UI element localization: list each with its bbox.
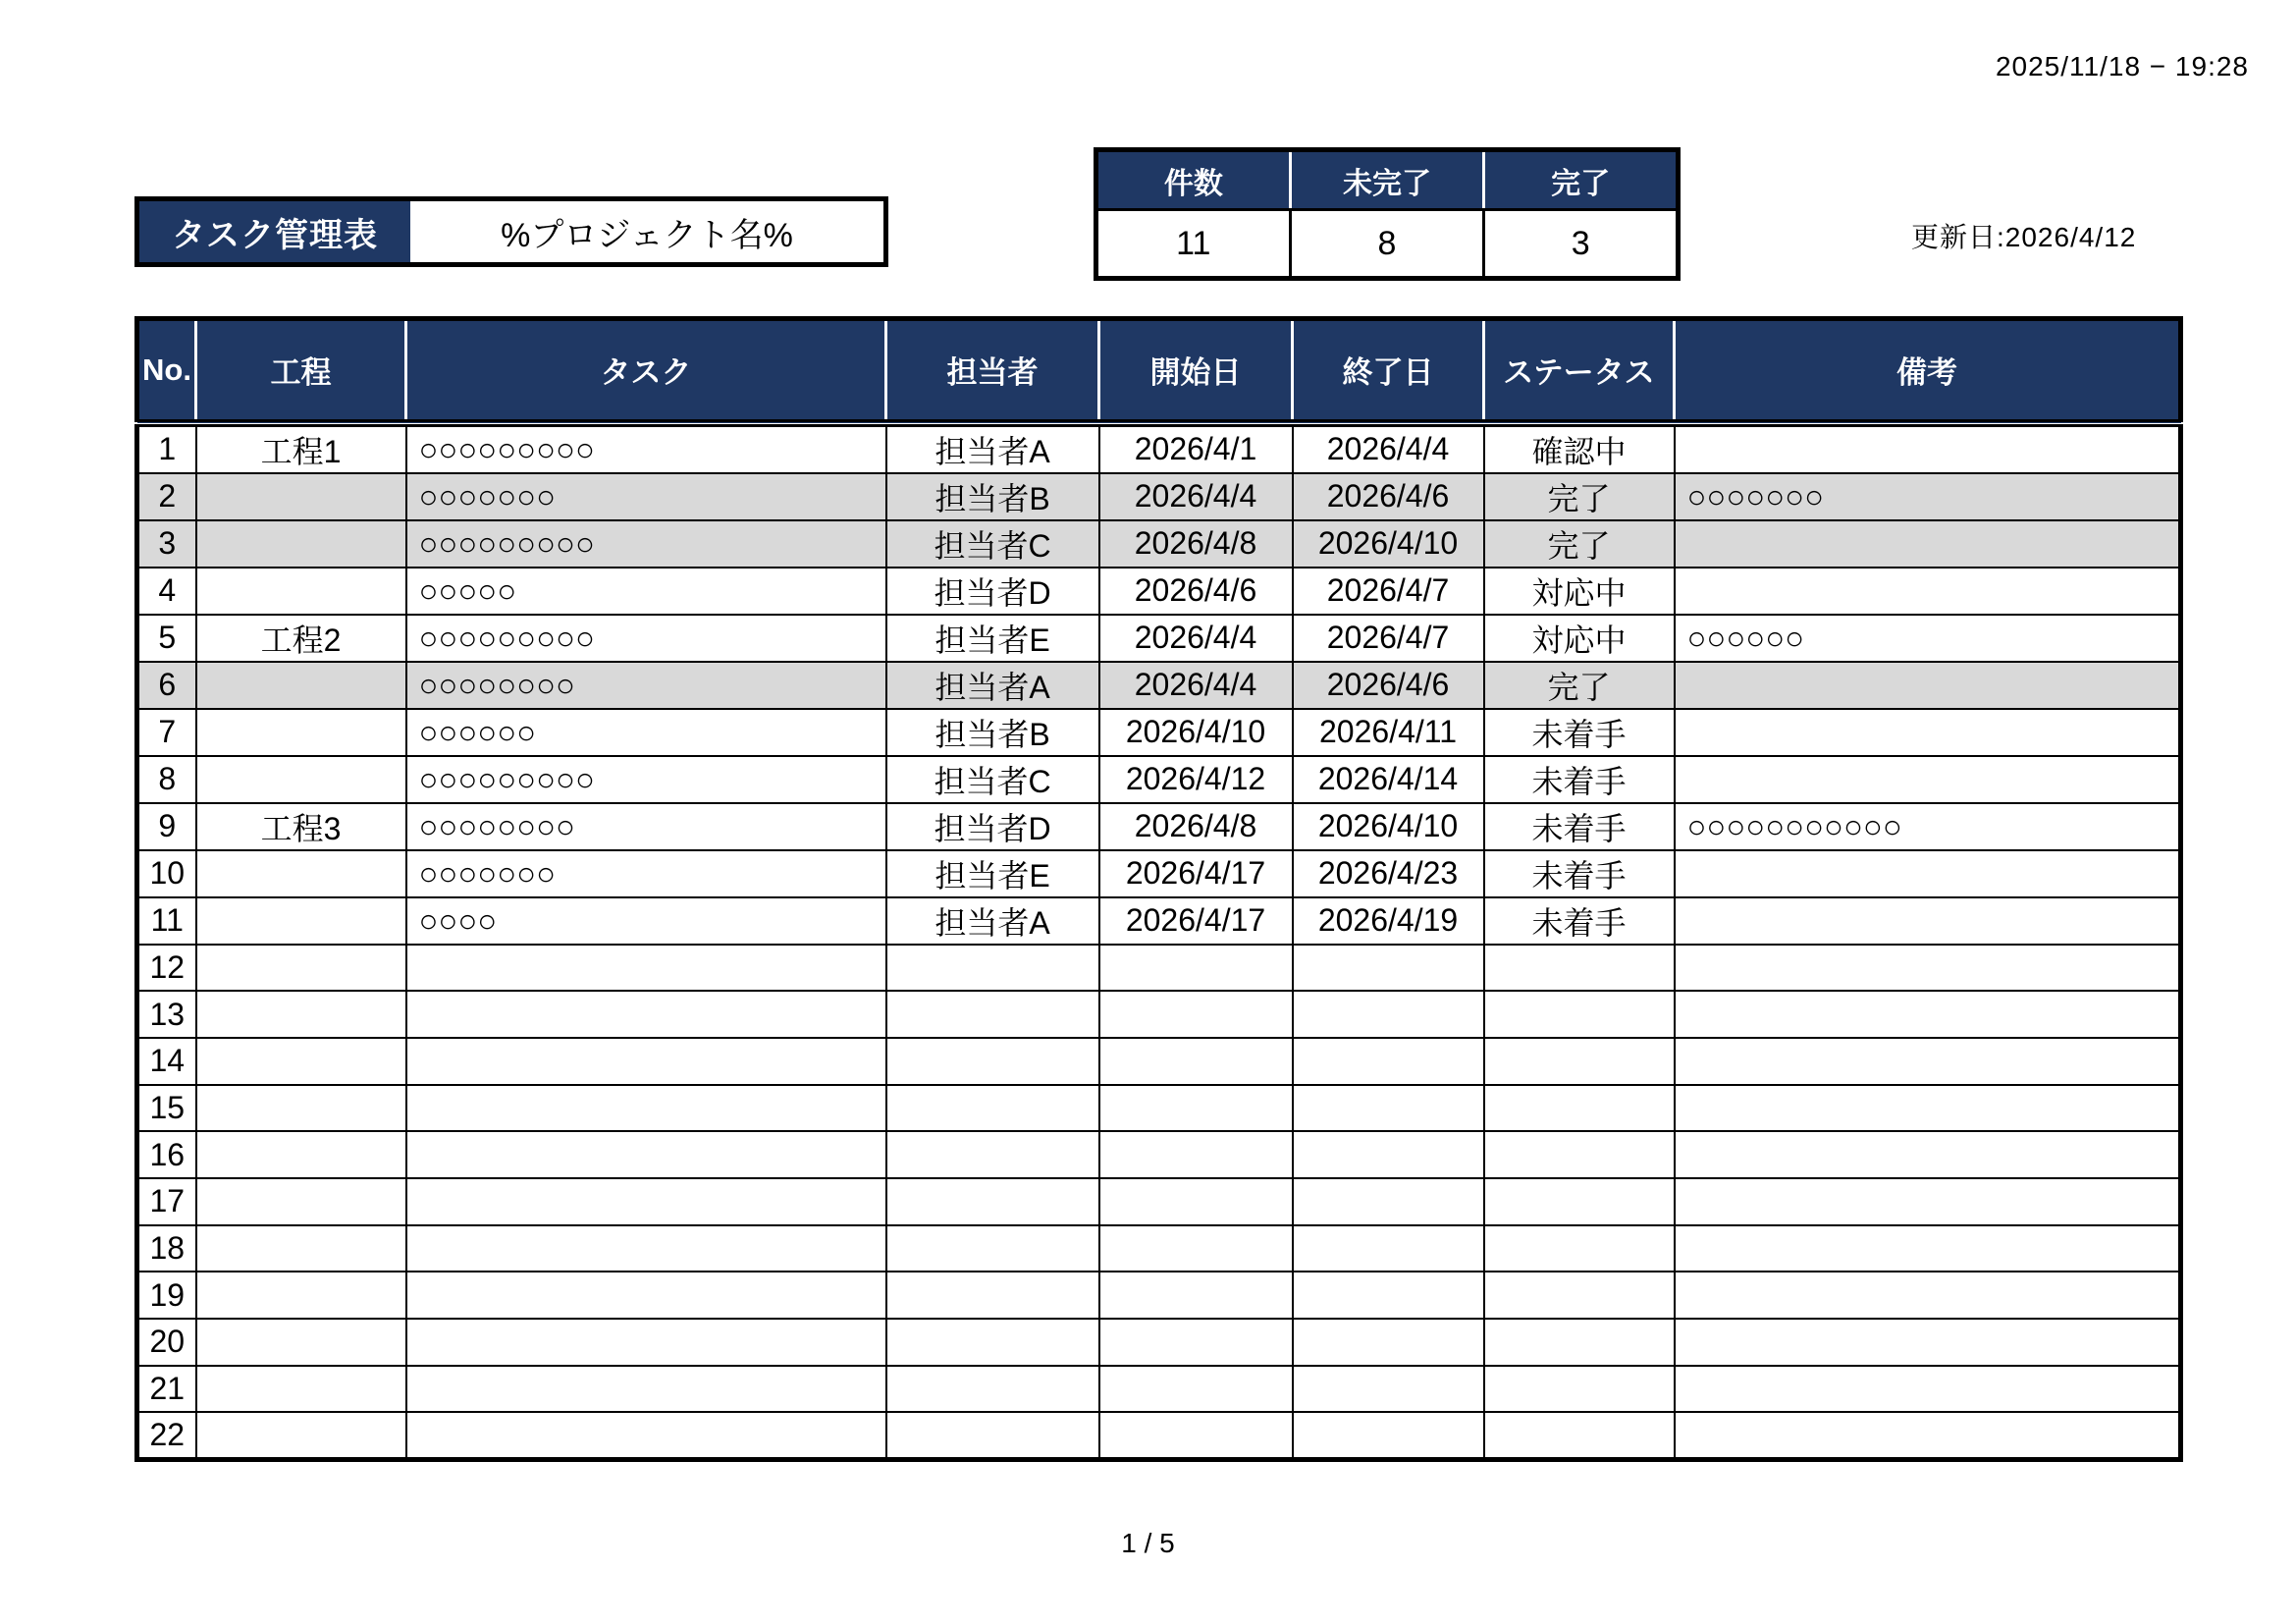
cell-start-date: 2026/4/8 bbox=[1099, 803, 1293, 850]
cell-remarks bbox=[1675, 1178, 2181, 1225]
cell-start-date bbox=[1099, 1272, 1293, 1319]
cell-process bbox=[196, 473, 406, 520]
cell-process: 工程1 bbox=[196, 423, 406, 473]
cell-status bbox=[1484, 945, 1675, 992]
cell-task: ○○○○○○○○○ bbox=[406, 520, 886, 568]
cell-start-date bbox=[1099, 1366, 1293, 1413]
cell-process bbox=[196, 1225, 406, 1272]
summary-header-incomplete: 未完了 bbox=[1290, 150, 1484, 210]
cell-status: 完了 bbox=[1484, 473, 1675, 520]
cell-status bbox=[1484, 991, 1675, 1038]
cell-start-date: 2026/4/4 bbox=[1099, 615, 1293, 662]
summary-header-count: 件数 bbox=[1096, 150, 1291, 210]
cell-end-date bbox=[1293, 1085, 1484, 1132]
table-row bbox=[137, 1131, 2181, 1178]
cell-task bbox=[406, 1038, 886, 1085]
table-row bbox=[137, 423, 2181, 473]
cell-remarks bbox=[1675, 897, 2181, 945]
cell-end-date: 2026/4/10 bbox=[1293, 803, 1484, 850]
cell-no: 1 bbox=[137, 423, 196, 473]
cell-no: 9 bbox=[137, 803, 196, 850]
cell-no: 6 bbox=[137, 662, 196, 709]
cell-end-date bbox=[1293, 991, 1484, 1038]
cell-start-date bbox=[1099, 991, 1293, 1038]
cell-remarks bbox=[1675, 1085, 2181, 1132]
cell-status bbox=[1484, 1319, 1675, 1366]
cell-no: 18 bbox=[137, 1225, 196, 1272]
cell-process bbox=[196, 1272, 406, 1319]
table-row bbox=[137, 662, 2181, 709]
cell-assignee: 担当者A bbox=[886, 423, 1099, 473]
cell-remarks bbox=[1675, 662, 2181, 709]
cell-task bbox=[406, 1085, 886, 1132]
cell-process bbox=[196, 850, 406, 897]
cell-process bbox=[196, 1085, 406, 1132]
cell-process bbox=[196, 945, 406, 992]
cell-remarks bbox=[1675, 1225, 2181, 1272]
cell-status bbox=[1484, 1085, 1675, 1132]
cell-task: ○○○○○○○ bbox=[406, 473, 886, 520]
cell-start-date: 2026/4/6 bbox=[1099, 568, 1293, 615]
table-row bbox=[137, 803, 2181, 850]
cell-task: ○○○○○○○○○ bbox=[406, 756, 886, 803]
page-number: 1 / 5 bbox=[1121, 1528, 1175, 1558]
cell-status: 完了 bbox=[1484, 662, 1675, 709]
header-end-date: 終了日 bbox=[1293, 319, 1484, 423]
cell-status: 対応中 bbox=[1484, 568, 1675, 615]
cell-start-date bbox=[1099, 1131, 1293, 1178]
cell-remarks bbox=[1675, 1272, 2181, 1319]
table-row bbox=[137, 568, 2181, 615]
cell-no: 4 bbox=[137, 568, 196, 615]
cell-status: 対応中 bbox=[1484, 615, 1675, 662]
cell-start-date bbox=[1099, 945, 1293, 992]
cell-no: 21 bbox=[137, 1366, 196, 1413]
cell-assignee: 担当者A bbox=[886, 662, 1099, 709]
cell-no: 19 bbox=[137, 1272, 196, 1319]
cell-remarks bbox=[1675, 423, 2181, 473]
cell-assignee: 担当者E bbox=[886, 615, 1099, 662]
update-date: 更新日:2026/4/12 bbox=[1911, 222, 2137, 252]
cell-assignee bbox=[886, 1085, 1099, 1132]
cell-start-date: 2026/4/10 bbox=[1099, 709, 1293, 756]
cell-task bbox=[406, 991, 886, 1038]
cell-assignee: 担当者D bbox=[886, 803, 1099, 850]
cell-status: 未着手 bbox=[1484, 803, 1675, 850]
cell-process bbox=[196, 520, 406, 568]
cell-assignee bbox=[886, 1131, 1099, 1178]
cell-process bbox=[196, 662, 406, 709]
task-table-body bbox=[137, 423, 2181, 1460]
cell-no: 10 bbox=[137, 850, 196, 897]
table-row bbox=[137, 1412, 2181, 1459]
table-row bbox=[137, 709, 2181, 756]
cell-assignee: 担当者C bbox=[886, 756, 1099, 803]
cell-end-date bbox=[1293, 1272, 1484, 1319]
cell-start-date: 2026/4/12 bbox=[1099, 756, 1293, 803]
cell-task bbox=[406, 1412, 886, 1459]
header-remarks: 備考 bbox=[1675, 319, 2181, 423]
cell-process bbox=[196, 1412, 406, 1459]
cell-end-date: 2026/4/23 bbox=[1293, 850, 1484, 897]
header-status: ステータス bbox=[1484, 319, 1675, 423]
cell-remarks bbox=[1675, 1038, 2181, 1085]
summary-value-count: 11 bbox=[1096, 210, 1291, 279]
cell-remarks bbox=[1675, 709, 2181, 756]
table-row bbox=[137, 991, 2181, 1038]
cell-end-date: 2026/4/10 bbox=[1293, 520, 1484, 568]
cell-process bbox=[196, 1319, 406, 1366]
cell-assignee bbox=[886, 1225, 1099, 1272]
cell-end-date bbox=[1293, 1131, 1484, 1178]
cell-status: 確認中 bbox=[1484, 423, 1675, 473]
cell-remarks: ○○○○○○○ bbox=[1675, 473, 2181, 520]
cell-task bbox=[406, 1366, 886, 1413]
cell-status bbox=[1484, 1038, 1675, 1085]
cell-task bbox=[406, 1319, 886, 1366]
title-box bbox=[134, 196, 888, 267]
cell-no: 14 bbox=[137, 1038, 196, 1085]
cell-status: 未着手 bbox=[1484, 850, 1675, 897]
cell-start-date bbox=[1099, 1225, 1293, 1272]
table-row bbox=[137, 1319, 2181, 1366]
table-row bbox=[137, 1366, 2181, 1413]
cell-end-date bbox=[1293, 1319, 1484, 1366]
task-table bbox=[134, 316, 2183, 1462]
header-process: 工程 bbox=[196, 319, 406, 423]
cell-status: 未着手 bbox=[1484, 709, 1675, 756]
table-row bbox=[137, 1178, 2181, 1225]
cell-no: 22 bbox=[137, 1412, 196, 1459]
cell-process bbox=[196, 991, 406, 1038]
cell-remarks bbox=[1675, 756, 2181, 803]
cell-process: 工程3 bbox=[196, 803, 406, 850]
cell-assignee bbox=[886, 945, 1099, 992]
summary-value-incomplete: 8 bbox=[1290, 210, 1484, 279]
cell-task: ○○○○○ bbox=[406, 568, 886, 615]
table-row bbox=[137, 850, 2181, 897]
cell-assignee: 担当者E bbox=[886, 850, 1099, 897]
cell-process bbox=[196, 709, 406, 756]
cell-end-date: 2026/4/6 bbox=[1293, 662, 1484, 709]
cell-assignee bbox=[886, 991, 1099, 1038]
cell-assignee bbox=[886, 1178, 1099, 1225]
cell-remarks bbox=[1675, 1366, 2181, 1413]
summary-value-row bbox=[1096, 210, 1679, 279]
cell-task: ○○○○○○○○ bbox=[406, 662, 886, 709]
cell-remarks: ○○○○○○○○○○○ bbox=[1675, 803, 2181, 850]
cell-no: 2 bbox=[137, 473, 196, 520]
table-row bbox=[137, 520, 2181, 568]
cell-task: ○○○○○○○○ bbox=[406, 803, 886, 850]
cell-status bbox=[1484, 1131, 1675, 1178]
table-row bbox=[137, 1225, 2181, 1272]
cell-end-date bbox=[1293, 1225, 1484, 1272]
cell-assignee bbox=[886, 1038, 1099, 1085]
cell-task: ○○○○○○ bbox=[406, 709, 886, 756]
cell-remarks bbox=[1675, 991, 2181, 1038]
cell-process bbox=[196, 897, 406, 945]
cell-remarks bbox=[1675, 1131, 2181, 1178]
cell-assignee: 担当者B bbox=[886, 473, 1099, 520]
cell-process bbox=[196, 1038, 406, 1085]
cell-status bbox=[1484, 1272, 1675, 1319]
cell-remarks bbox=[1675, 945, 2181, 992]
sheet-title: タスク管理表 bbox=[139, 201, 410, 262]
cell-status bbox=[1484, 1412, 1675, 1459]
cell-no: 5 bbox=[137, 615, 196, 662]
cell-start-date: 2026/4/8 bbox=[1099, 520, 1293, 568]
cell-no: 12 bbox=[137, 945, 196, 992]
cell-end-date bbox=[1293, 1178, 1484, 1225]
cell-no: 7 bbox=[137, 709, 196, 756]
cell-end-date: 2026/4/7 bbox=[1293, 568, 1484, 615]
cell-task: ○○○○○○○○○ bbox=[406, 423, 886, 473]
table-row bbox=[137, 756, 2181, 803]
cell-start-date: 2026/4/1 bbox=[1099, 423, 1293, 473]
summary-table bbox=[1094, 147, 1681, 281]
cell-start-date: 2026/4/17 bbox=[1099, 897, 1293, 945]
cell-no: 15 bbox=[137, 1085, 196, 1132]
cell-no: 3 bbox=[137, 520, 196, 568]
cell-remarks bbox=[1675, 520, 2181, 568]
header-task: タスク bbox=[406, 319, 886, 423]
cell-process bbox=[196, 568, 406, 615]
cell-task: ○○○○○○○ bbox=[406, 850, 886, 897]
cell-remarks bbox=[1675, 850, 2181, 897]
cell-start-date bbox=[1099, 1178, 1293, 1225]
cell-process bbox=[196, 1366, 406, 1413]
table-row bbox=[137, 473, 2181, 520]
cell-no: 17 bbox=[137, 1178, 196, 1225]
cell-task bbox=[406, 1131, 886, 1178]
task-table-header-row bbox=[137, 319, 2181, 423]
cell-end-date bbox=[1293, 1366, 1484, 1413]
cell-end-date: 2026/4/14 bbox=[1293, 756, 1484, 803]
cell-remarks: ○○○○○○ bbox=[1675, 615, 2181, 662]
cell-assignee: 担当者B bbox=[886, 709, 1099, 756]
cell-assignee: 担当者D bbox=[886, 568, 1099, 615]
cell-no: 20 bbox=[137, 1319, 196, 1366]
cell-start-date: 2026/4/4 bbox=[1099, 662, 1293, 709]
cell-status: 完了 bbox=[1484, 520, 1675, 568]
cell-status: 未着手 bbox=[1484, 897, 1675, 945]
cell-remarks bbox=[1675, 1412, 2181, 1459]
cell-end-date: 2026/4/7 bbox=[1293, 615, 1484, 662]
cell-process bbox=[196, 1178, 406, 1225]
cell-no: 13 bbox=[137, 991, 196, 1038]
cell-assignee: 担当者C bbox=[886, 520, 1099, 568]
cell-task bbox=[406, 1225, 886, 1272]
cell-task bbox=[406, 945, 886, 992]
cell-end-date bbox=[1293, 1412, 1484, 1459]
summary-value-complete: 3 bbox=[1484, 210, 1679, 279]
cell-assignee bbox=[886, 1319, 1099, 1366]
cell-status: 未着手 bbox=[1484, 756, 1675, 803]
cell-assignee bbox=[886, 1412, 1099, 1459]
cell-status bbox=[1484, 1366, 1675, 1413]
table-row bbox=[137, 897, 2181, 945]
print-timestamp: 2025/11/18 − 19:28 bbox=[1995, 51, 2249, 81]
table-row bbox=[137, 1038, 2181, 1085]
cell-assignee bbox=[886, 1272, 1099, 1319]
cell-remarks bbox=[1675, 1319, 2181, 1366]
cell-remarks bbox=[1675, 568, 2181, 615]
cell-start-date bbox=[1099, 1038, 1293, 1085]
cell-process bbox=[196, 1131, 406, 1178]
summary-header-complete: 完了 bbox=[1484, 150, 1679, 210]
cell-task bbox=[406, 1178, 886, 1225]
cell-start-date bbox=[1099, 1412, 1293, 1459]
cell-process bbox=[196, 756, 406, 803]
table-row bbox=[137, 615, 2181, 662]
cell-end-date: 2026/4/6 bbox=[1293, 473, 1484, 520]
cell-status bbox=[1484, 1225, 1675, 1272]
cell-end-date: 2026/4/11 bbox=[1293, 709, 1484, 756]
cell-assignee: 担当者A bbox=[886, 897, 1099, 945]
table-row bbox=[137, 945, 2181, 992]
header-start-date: 開始日 bbox=[1099, 319, 1293, 423]
cell-start-date: 2026/4/4 bbox=[1099, 473, 1293, 520]
cell-task bbox=[406, 1272, 886, 1319]
cell-end-date: 2026/4/19 bbox=[1293, 897, 1484, 945]
cell-end-date bbox=[1293, 1038, 1484, 1085]
cell-no: 16 bbox=[137, 1131, 196, 1178]
cell-task: ○○○○○○○○○ bbox=[406, 615, 886, 662]
cell-no: 11 bbox=[137, 897, 196, 945]
cell-process: 工程2 bbox=[196, 615, 406, 662]
table-row bbox=[137, 1085, 2181, 1132]
summary-header-row bbox=[1096, 150, 1679, 210]
project-name-placeholder: %プロジェクト名% bbox=[501, 216, 793, 254]
cell-start-date bbox=[1099, 1085, 1293, 1132]
cell-end-date bbox=[1293, 945, 1484, 992]
table-row bbox=[137, 1272, 2181, 1319]
cell-assignee bbox=[886, 1366, 1099, 1413]
cell-no: 8 bbox=[137, 756, 196, 803]
cell-end-date: 2026/4/4 bbox=[1293, 423, 1484, 473]
cell-status bbox=[1484, 1178, 1675, 1225]
cell-task: ○○○○ bbox=[406, 897, 886, 945]
header-assignee: 担当者 bbox=[886, 319, 1099, 423]
header-no: No. bbox=[137, 319, 196, 423]
cell-start-date bbox=[1099, 1319, 1293, 1366]
cell-start-date: 2026/4/17 bbox=[1099, 850, 1293, 897]
